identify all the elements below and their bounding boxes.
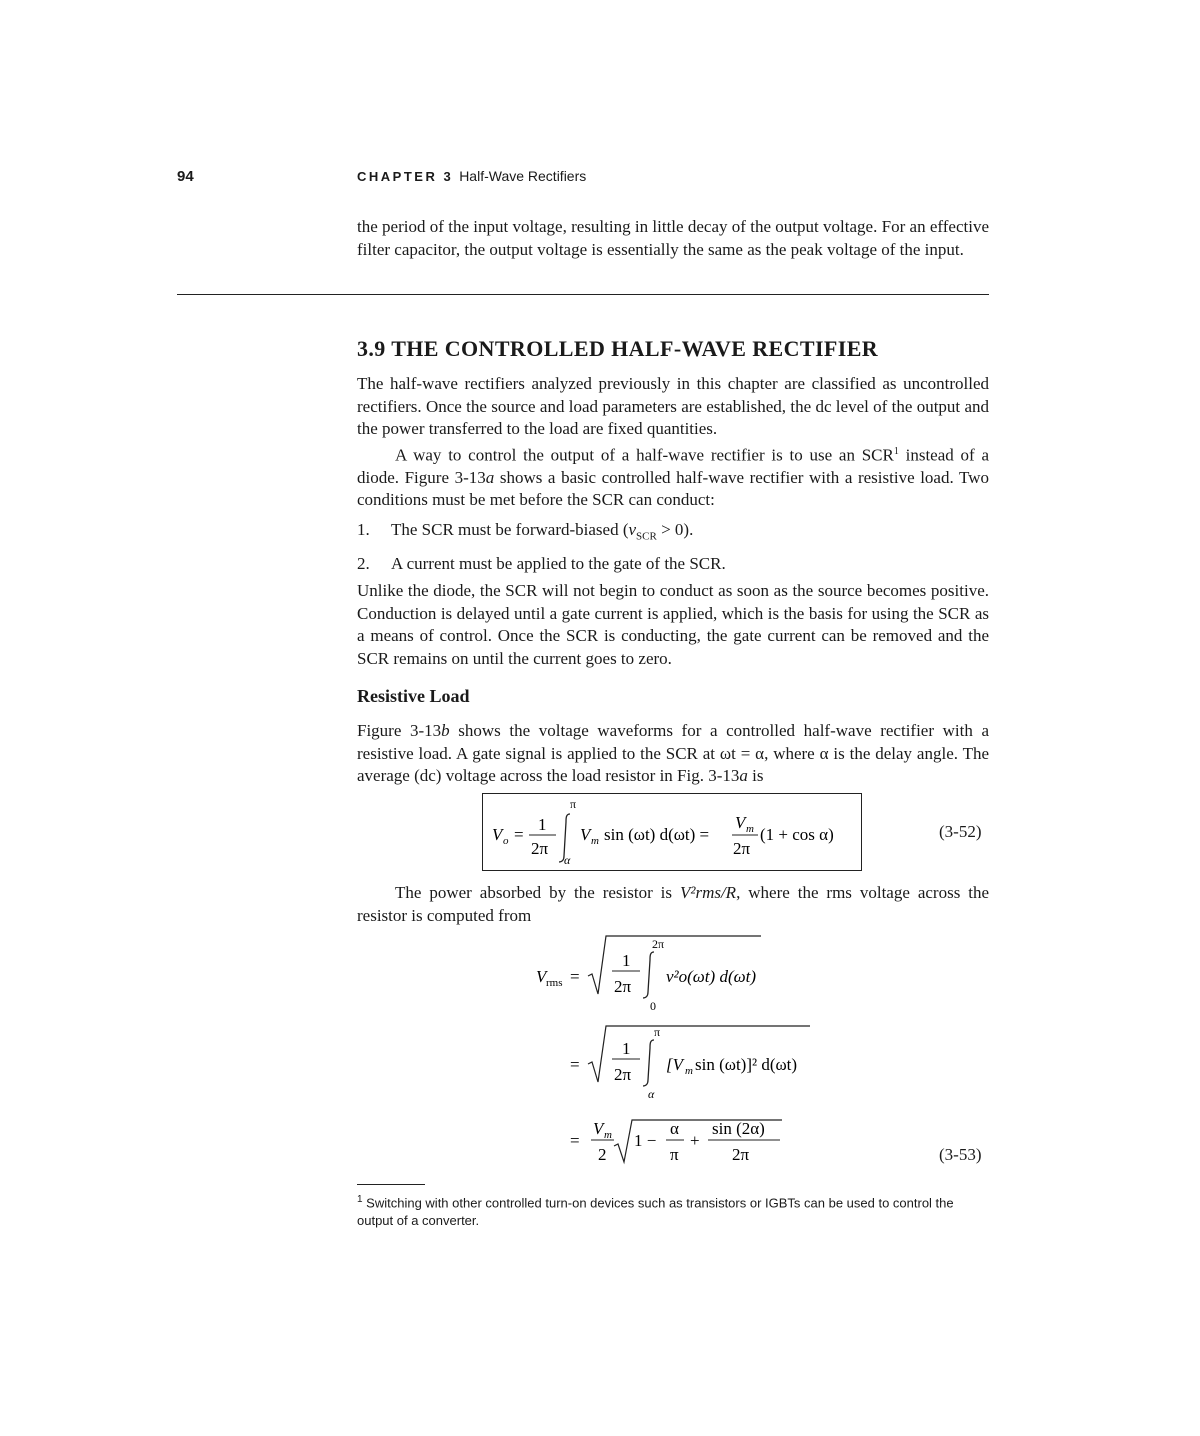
chapter-title: Half-Wave Rectifiers [459, 168, 587, 184]
eq53-sin2a: sin (2α) [712, 1119, 765, 1138]
eq53-two-pi-1: 2π [614, 977, 632, 996]
sub-para2-c: , where the rms voltage across the resistor is computed from [357, 883, 990, 925]
running-head [357, 168, 586, 184]
eq53-plus: + [690, 1131, 700, 1150]
section-divider [177, 294, 989, 295]
equation-3-53 [536, 930, 996, 1170]
list-text [391, 519, 693, 548]
eq53-lower-1: 0 [650, 999, 656, 1013]
conditions-list [357, 519, 989, 580]
list-text-b: > 0). [656, 520, 694, 539]
eq53-upper-1: 2π [652, 937, 665, 951]
eq53-lower-2: α [648, 1087, 655, 1101]
eq53-integral-1 [643, 952, 654, 998]
eq52-lower-limit: α [564, 853, 571, 867]
para2-fig-letter: a [485, 467, 495, 487]
intro-text: the period of the input voltage, resulting in little decay of the output voltage. For an effective filter capacitor, the output voltage is essentially the same as the peak voltage of the input. [357, 217, 989, 259]
page-number: 94 [177, 168, 194, 185]
eq53-equals-2: = [570, 1055, 580, 1074]
section-para-3-block [357, 580, 989, 670]
eq52-sin-term: sin (ωt) d(ωt) = [604, 825, 710, 844]
sub-para1-b: b [441, 721, 450, 740]
equation-3-52-svg [492, 797, 862, 870]
list-number: 1. [357, 520, 370, 539]
para2-text-c: shows a basic controlled half-wave rectifier with a resistive load. Two conditions must be met before the SCR can conduct: [357, 467, 989, 510]
footnote-text: Switching with other controlled turn-on devices such as transistors or IGBTs can be used to control the output of a converter. [357, 1195, 954, 1229]
eq53-equals-1: = [570, 967, 580, 986]
chapter-label: CHAPTER 3 [357, 169, 454, 184]
list-var: v [628, 520, 637, 539]
eq52-two-pi: 2π [531, 839, 549, 858]
footnote-ref: 1 [893, 445, 899, 457]
list-item [357, 553, 989, 576]
eq53-integrand-2-sub: m [685, 1065, 693, 1077]
eq53-pi-den: π [670, 1145, 679, 1164]
eq53-two-pi-3: 2π [732, 1145, 750, 1164]
eq52-equals: = [514, 825, 524, 844]
section-body [357, 373, 989, 512]
eq53-two-pi-2: 2π [614, 1065, 632, 1084]
eq53-one-minus: 1 − [634, 1131, 657, 1150]
eq52-upper-limit: π [570, 797, 577, 811]
sub-para2-b: V²rms/R [679, 883, 737, 902]
section-para-3: Unlike the diode, the SCR will not begin to conduct as soon as the source becomes positive. Conduction is delayed until a gate current is applied, which is the basis for using the SCR as a means of control. Once the SCR is conducting, the gate current can be removed and the SCR remains on until the current goes to zero. [357, 581, 989, 668]
eq52-vo-sub: o [503, 835, 509, 847]
sub-para1-d: a [739, 766, 748, 785]
eq53-integral-2 [643, 1040, 654, 1086]
eq53-one-1: 1 [622, 951, 631, 970]
footnote-marker: 1 [357, 1194, 363, 1205]
eq53-integrand-2b: sin (ωt)]² d(ωt) [695, 1055, 798, 1074]
list-text: A current must be applied to the gate of the SCR. [391, 553, 726, 573]
intro-paragraph [357, 216, 989, 261]
eq53-vrms-sub: rms [546, 977, 563, 989]
eq52-two-pi-2: 2π [733, 839, 751, 858]
sub-para2-a: The power absorbed by the resistor is [395, 883, 680, 902]
list-text-a: The SCR must be forward-biased ( [391, 520, 629, 539]
eq53-vm-3: V [593, 1119, 604, 1138]
eq52-vm: V [580, 825, 591, 844]
section-title: 3.9 THE CONTROLLED HALF-WAVE RECTIFIER [357, 336, 879, 361]
sub-para1-a: Figure 3-13 [357, 721, 442, 740]
section-para-2 [357, 441, 989, 512]
eq52-vo: V [492, 825, 503, 844]
list-sub: SCR [636, 530, 657, 543]
eq52-one: 1 [538, 815, 547, 834]
footnote-rule [357, 1184, 425, 1185]
eq53-two-3: 2 [598, 1145, 607, 1164]
equation-3-52 [492, 797, 862, 868]
sub-para1-c: shows the voltage waveforms for a controlled half-wave rectifier with a resistive load. A gate signal is applied to the SCR at ωt = α, where α is the delay angle. The average (dc) voltage across the load resistor in Fig. 3-13 [357, 721, 989, 785]
para2-text-b: instead of a diode. Figure 3-13 [357, 445, 990, 487]
equation-number-3-52: (3-52) [939, 822, 982, 841]
eq53-equals-3: = [570, 1131, 580, 1150]
eq53-one-2: 1 [622, 1039, 631, 1058]
list-number: 2. [357, 553, 370, 573]
eq53-integrand-2a: [V [666, 1055, 683, 1074]
eq52-vm-num: V [735, 813, 746, 832]
eq52-vm-num-sub: m [746, 823, 754, 835]
para2-text-a: A way to control the output of a half-wave rectifier is to use an SCR [395, 445, 894, 465]
eq53-alpha-num: α [670, 1119, 679, 1138]
subsection-title: Resistive Load [357, 686, 470, 706]
list-item [357, 519, 989, 548]
subsection-para-1 [357, 720, 989, 788]
subsection-para-2 [357, 882, 989, 927]
equation-3-53-svg [536, 930, 996, 1170]
eq53-integrand-1: v²o(ωt) d(ωt) [666, 967, 756, 986]
eq53-vrms: V [536, 967, 547, 986]
footnote [357, 1191, 989, 1230]
equation-number-3-53: (3-53) [939, 1145, 982, 1164]
eq52-cos-term: (1 + cos α) [760, 825, 834, 844]
sub-para1-e: is [747, 766, 764, 785]
section-para-1: The half-wave rectifiers analyzed previously in this chapter are classified as uncontrolled rectifiers. Once the source and load parameters are established, the dc level of the output and the power transferred to the load are fixed quantities. [357, 374, 989, 438]
eq52-vm-sub: m [591, 835, 599, 847]
eq53-vm-3-sub: m [604, 1129, 612, 1141]
eq53-upper-2: π [654, 1025, 661, 1039]
